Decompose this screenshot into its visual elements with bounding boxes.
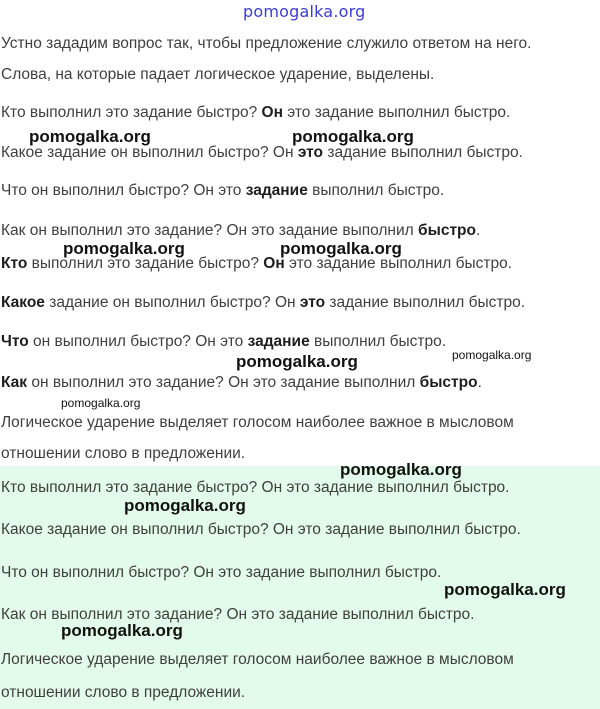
stressed-question-word: Как: [1, 374, 28, 391]
question-text: он выполнил это задание?: [27, 374, 224, 391]
question-text: задание он выполнил быстро?: [44, 294, 271, 311]
watermark: pomogalka.org: [236, 352, 358, 371]
question-answer-line: [1, 374, 482, 392]
answer-text: Он это: [189, 182, 246, 199]
answer-line-2: Какое задание он выполнил быстро? Он это задание выполнил быстро.: [1, 521, 521, 538]
answer-text: .: [475, 222, 481, 239]
answer-text: выполнил быстро.: [307, 182, 445, 199]
top-watermark: pomogalka.org: [243, 2, 366, 21]
watermark: pomogalka.org: [280, 239, 402, 258]
watermark: pomogalka.org: [61, 621, 183, 640]
watermark: pomogalka.org: [29, 127, 151, 146]
question-text: он выполнил быстро?: [28, 333, 191, 350]
question-text: Какое задание он выполнил быстро?: [1, 144, 269, 161]
stressed-word: быстро: [419, 374, 478, 391]
answer-line-4: Как он выполнил это задание? Он это задание выполнил быстро.: [1, 606, 475, 623]
stressed-word: это: [297, 144, 324, 161]
stressed-word: Он: [263, 255, 285, 272]
answer-text: задание выполнил быстро.: [325, 294, 526, 311]
answer-text: Он: [268, 144, 298, 161]
question-answer-line: [1, 333, 446, 351]
watermark: pomogalka.org: [452, 348, 532, 362]
answer-text: Он: [270, 294, 300, 311]
answer-text: задание выполнил быстро.: [323, 144, 523, 161]
stressed-word: быстро: [418, 222, 476, 239]
watermark: pomogalka.org: [63, 239, 185, 258]
intro-line-1: Устно зададим вопрос так, чтобы предложение служило ответом на него.: [1, 35, 532, 52]
answer-text: Он это задание выполнил: [223, 374, 420, 391]
stressed-question-word: Кто: [1, 255, 28, 272]
conclusion-line-1: Логическое ударение выделяет голосом наиболее важное в мысловом: [1, 414, 514, 431]
stressed-word: Он: [261, 104, 283, 121]
watermark: pomogalka.org: [444, 580, 566, 599]
answer-line-1: Кто выполнил это задание быстро? Он это задание выполнил быстро.: [1, 479, 510, 496]
stressed-word: задание: [247, 333, 310, 350]
answer-line-3: Что он выполнил быстро? Он это задание выполнил быстро.: [1, 564, 442, 581]
watermark: pomogalka.org: [124, 496, 246, 515]
question-text: Что он выполнил быстро?: [1, 182, 190, 199]
intro-line-2: Слова, на которые падает логическое ударение, выделены.: [1, 66, 435, 83]
answer-conclusion-line-1: Логическое ударение выделяет голосом наиболее важное в мысловом: [1, 651, 514, 668]
conclusion-line-2: отношении слово в предложении.: [1, 445, 246, 462]
question-answer-line: [1, 294, 525, 312]
answer-conclusion-line-2: отношении слово в предложении.: [1, 684, 246, 701]
question-answer-line: [1, 182, 444, 200]
answer-text: .: [477, 374, 482, 391]
answer-text: Он это: [190, 333, 248, 350]
answer-text: Он это задание выполнил: [222, 222, 419, 239]
answer-text: это задание выполнил быстро.: [282, 104, 511, 121]
answer-text: выполнил быстро.: [309, 333, 447, 350]
question-text: Кто выполнил это задание быстро?: [1, 104, 258, 121]
answer-text: это задание выполнил быстро.: [284, 255, 513, 272]
watermark: pomogalka.org: [61, 396, 141, 410]
question-text: Как он выполнил это задание?: [1, 222, 223, 239]
stressed-word: задание: [245, 182, 308, 199]
stressed-word: это: [299, 294, 326, 311]
question-text: выполнил это задание быстро?: [27, 255, 259, 272]
question-answer-line: [1, 104, 510, 122]
stressed-question-word: Какое: [1, 294, 45, 311]
stressed-question-word: Что: [1, 333, 29, 350]
question-answer-line: [1, 222, 480, 240]
watermark: pomogalka.org: [292, 127, 414, 146]
watermark: pomogalka.org: [340, 460, 462, 479]
